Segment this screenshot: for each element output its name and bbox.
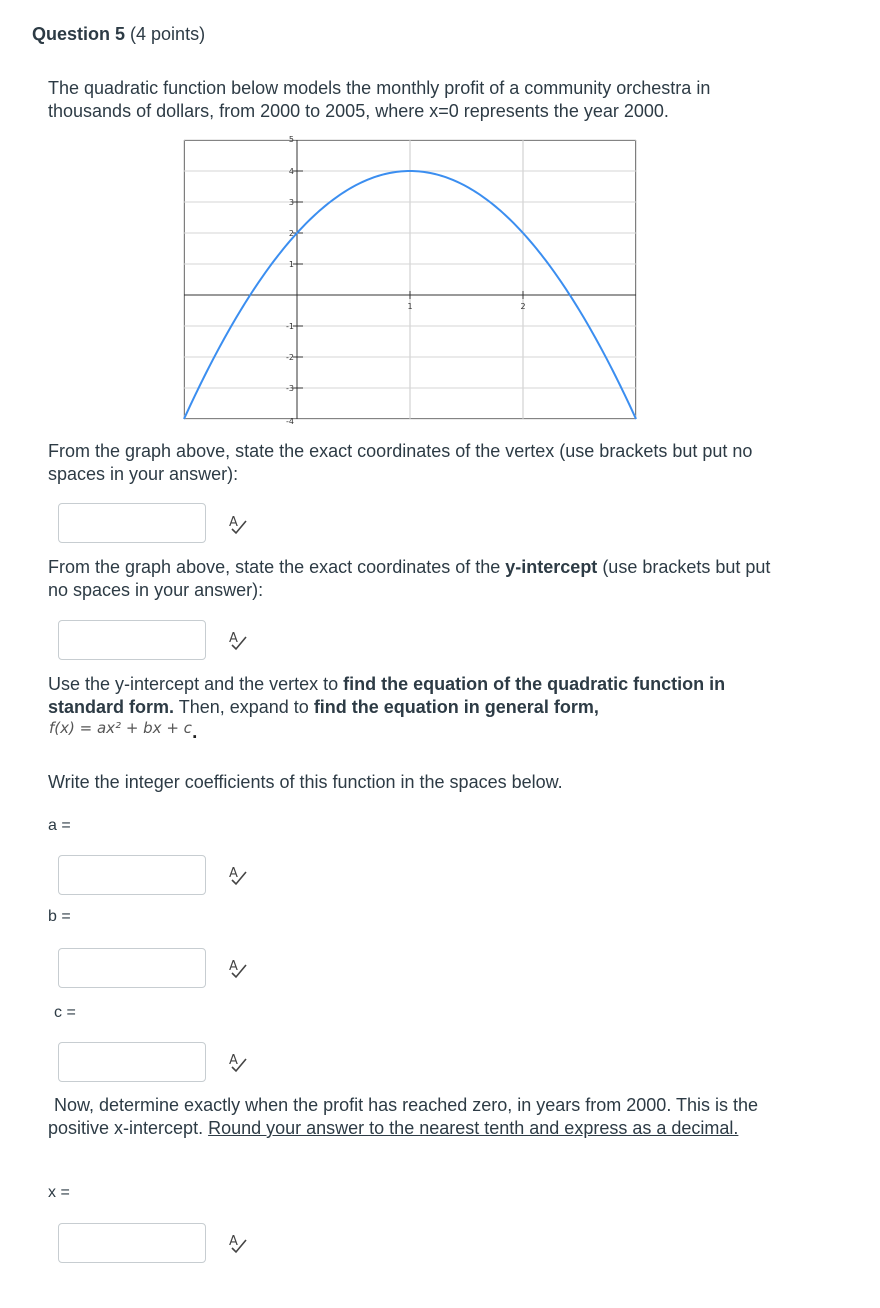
- x-label: x =: [48, 1184, 70, 1201]
- spell-check-icon[interactable]: [226, 956, 250, 980]
- formula-period: .: [191, 724, 198, 742]
- zero-prompt: [48, 1094, 788, 1140]
- question-number: Question 5: [32, 24, 126, 44]
- general-form-formula: [49, 719, 198, 742]
- question-points: (4 points): [130, 24, 206, 44]
- yint-prompt: [48, 556, 788, 602]
- equation-p2: Then, expand to: [174, 697, 314, 717]
- c-label: c =: [54, 1004, 76, 1021]
- a-input[interactable]: [58, 855, 206, 895]
- y-tick-label: 5: [288, 135, 294, 144]
- spell-check-icon[interactable]: [226, 1050, 250, 1074]
- spell-check-icon[interactable]: [226, 1231, 250, 1255]
- equation-b1: find the equation of the quadratic function in standard form.: [48, 674, 726, 717]
- svg-text:A: A: [229, 1234, 238, 1249]
- parabola-chart: [184, 135, 636, 426]
- y-tick-label: -1: [286, 322, 294, 331]
- spell-check-icon[interactable]: [226, 512, 250, 536]
- formula-text: f(x) = ax² + bx + c: [49, 719, 192, 737]
- vertex-prompt: From the graph above, state the exact coordinates of the vertex (use brackets but put no spaces in your answer):: [48, 441, 753, 484]
- y-tick-label: -4: [286, 417, 294, 426]
- equation-p1: Use the y-intercept and the vertex to: [48, 674, 344, 694]
- x-input[interactable]: [58, 1223, 206, 1263]
- y-tick-label: 3: [288, 198, 294, 207]
- vertex-input[interactable]: [58, 503, 206, 543]
- b-input[interactable]: [58, 948, 206, 988]
- a-label: a =: [48, 817, 71, 834]
- b-label: b =: [48, 908, 71, 925]
- x-tick-label: 2: [520, 302, 526, 311]
- equation-prompt: [48, 673, 788, 719]
- spell-check-icon[interactable]: [226, 863, 250, 887]
- y-tick-label: -2: [286, 353, 294, 362]
- svg-text:A: A: [229, 631, 238, 646]
- question-title: [32, 24, 205, 45]
- svg-text:A: A: [229, 515, 238, 530]
- y-tick-label: 2: [288, 229, 294, 238]
- yint-prompt-b: (use brackets but put no spaces in your answer):: [48, 557, 771, 600]
- y-tick-label: 4: [288, 167, 294, 176]
- yint-prompt-a: From the graph above, state the exact coordinates of the: [48, 557, 506, 577]
- yint-prompt-bold: y-intercept: [505, 557, 598, 577]
- zero-underlined: Round your answer to the nearest tenth and express as a decimal.: [208, 1118, 739, 1138]
- svg-text:A: A: [229, 866, 238, 881]
- coeffs-prompt: Write the integer coefficients of this function in the spaces below.: [48, 772, 563, 792]
- c-input[interactable]: [58, 1042, 206, 1082]
- spell-check-icon[interactable]: [226, 628, 250, 652]
- svg-text:A: A: [229, 959, 238, 974]
- yint-input[interactable]: [58, 620, 206, 660]
- svg-text:A: A: [229, 1053, 238, 1068]
- equation-b2: find the equation in general form,: [313, 697, 599, 717]
- y-tick-label: -3: [286, 384, 294, 393]
- x-tick-label: 1: [407, 302, 413, 311]
- zero-p1: Now, determine exactly when the profit has reached zero, in years from 2000. This is the positive x-intercept.: [48, 1095, 759, 1138]
- question-intro: The quadratic function below models the monthly profit of a community orchestra in thousands of dollars, from 2000 to 2005, where x=0 represents the year 2000.: [48, 78, 711, 121]
- y-tick-label: 1: [288, 260, 294, 269]
